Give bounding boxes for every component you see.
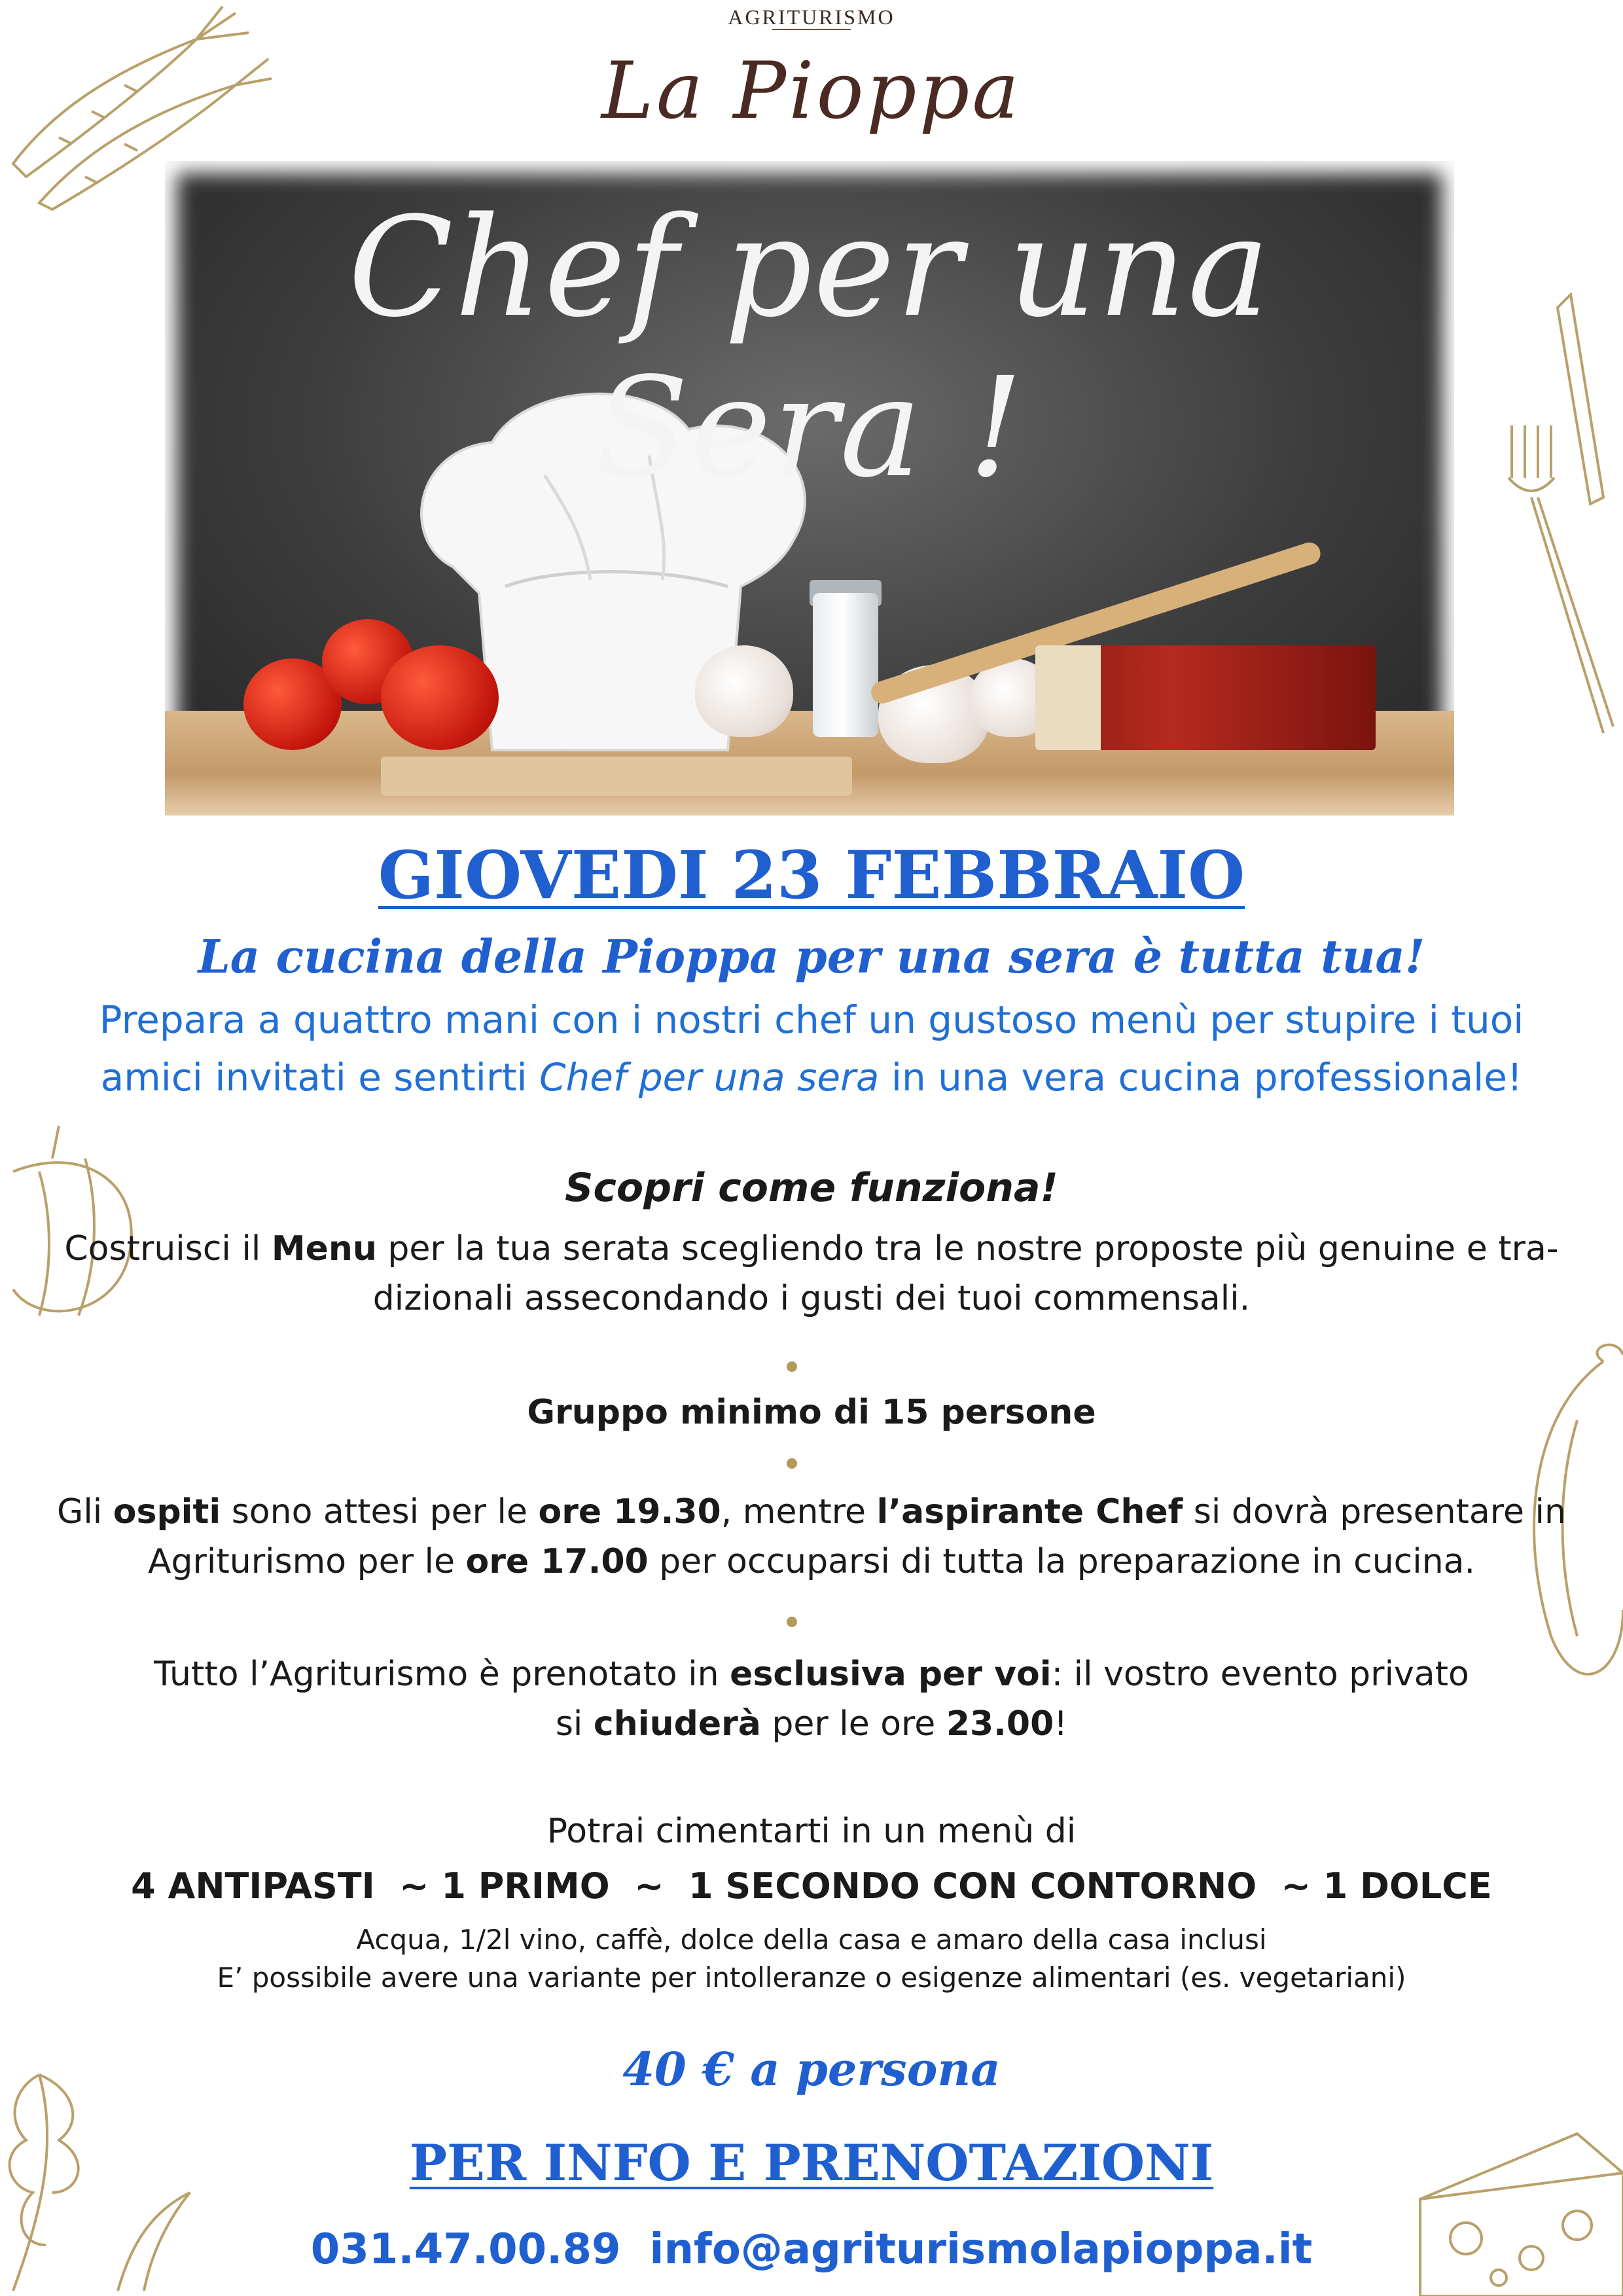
book-pages [1035,645,1101,750]
menu-intro: Potrai cimentarti in un menù di [546,1812,1077,1851]
how-heading: Scopri come funziona! [565,1165,1058,1211]
info-heading: PER INFO E PRENOTAZIONI [409,2134,1214,2192]
event-date: GIOVEDI 23 FEBBRAIO [378,836,1245,914]
salt-jar-icon [813,593,878,737]
garlic-icon [695,645,793,737]
price: 40 € a persona [622,2042,1001,2096]
bullet-dot [787,1361,797,1372]
email-link[interactable]: info@agriturismolapioppa.it [649,2225,1313,2274]
intro-line-2: amici invitati e sentirti Chef per una sera in una vera cucina professionale! [100,1055,1523,1100]
phone-link[interactable]: 031.47.00.89 [310,2225,621,2274]
bullet-dot [787,1458,797,1469]
how-paragraph-times: Gli ospiti sono attesi per le ore 19.30, mentre l’aspirante Chef si dovrà presentare in Agriturismo per le ore 17.00 per occuparsi di tutta la preparazione in cucina. [57,1492,1566,1581]
hero-image [165,161,1454,816]
contacts [0,2225,1623,2274]
event-intro [39,991,1584,1106]
how-paragraph-menu: Costruisci il Menu per la tua serata scegliendo tra le nostre proposte più genuine e tra- dizionali assecondando i gusti dei tuoi commensali. [64,1229,1559,1318]
hero-title: Chef per una Sera ! [348,187,1272,508]
logo-agriturismo: AGRITURISMO [728,5,895,29]
how-paragraph-exclusive: Tutto l’Agriturismo è prenotato in esclusiva per voi: il vostro evento privato si chiuderà per le ore 23.00! [154,1655,1469,1744]
logo-divider [772,29,851,30]
bullet-dot [787,1617,797,1627]
event-tagline: La cucina della Pioppa per una sera è tutta tua! [198,929,1425,984]
intro-line-1: Prepara a quattro mani con i nostri chef un gustoso menù per stupire i tuoi [99,997,1524,1042]
tomato-icon [381,645,499,750]
menu-note: E’ possibile avere una variante per intolleranze o esigenze alimentari (es. vegetariani) [217,1962,1406,1994]
knife-fork-sketch [1492,281,1623,740]
logo-name: La Pioppa [601,46,1022,137]
menu-courses: 4 ANTIPASTI ~ 1 PRIMO ~ 1 SECONDO CON CONTORNO ~ 1 DOLCE [131,1865,1492,1907]
intro-emphasis: Chef per una sera [539,1055,880,1100]
group-minimum: Gruppo minimo di 15 persone [527,1393,1096,1432]
menu-included: Acqua, 1/2l vino, caffè, dolce della casa e amaro della casa inclusi [356,1924,1267,1956]
